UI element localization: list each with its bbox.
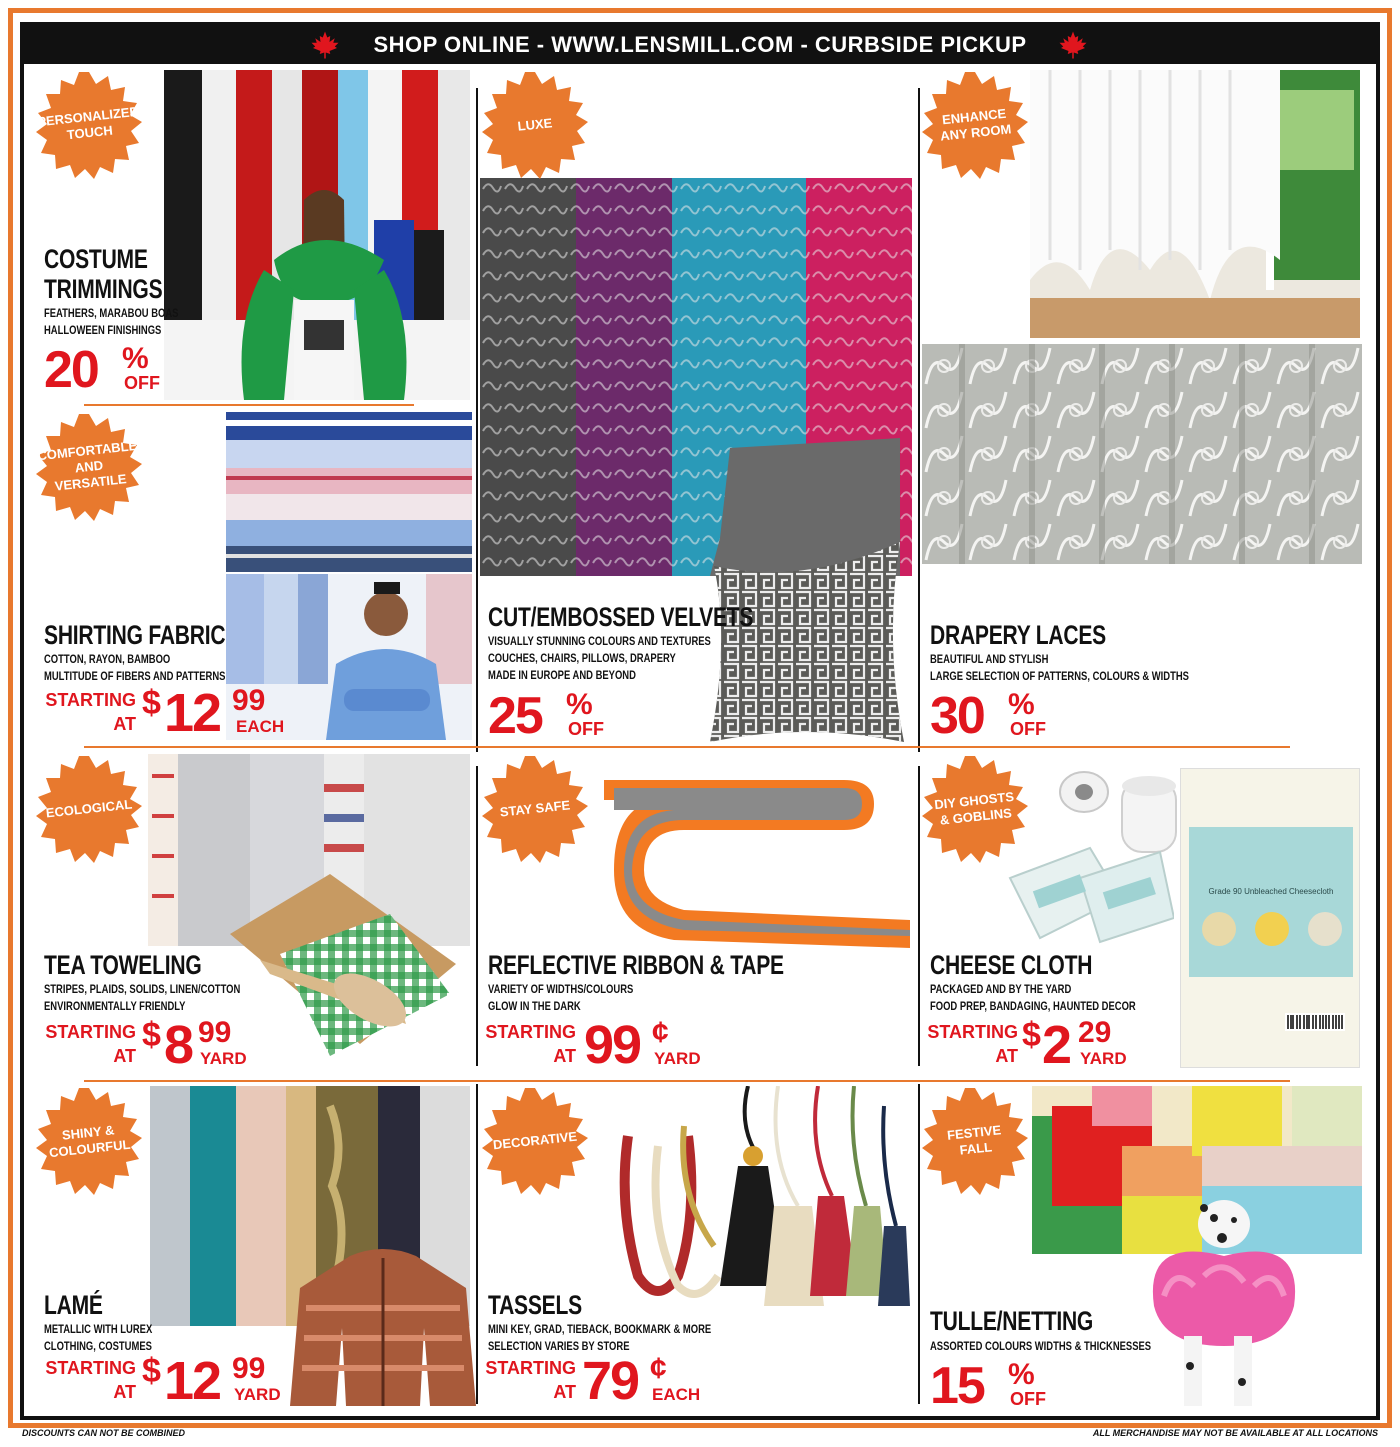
reflective-desc-2: GLOW IN THE DARK bbox=[488, 1001, 581, 1013]
cheese-title: CHEESE CLOTH bbox=[930, 950, 1093, 980]
starting-label: STARTING bbox=[45, 1358, 136, 1378]
tulle-title: TULLE/NETTING bbox=[930, 1306, 1094, 1336]
price-main: 12 bbox=[164, 683, 221, 743]
tassels-desc-1: MINI KEY, GRAD, TIEBACK, BOOKMARK & MORE bbox=[488, 1324, 712, 1336]
package-label: Grade 90 Unbleached Cheesecloth bbox=[1208, 887, 1334, 896]
badge-diy-ghosts-goblins: DIY GHOSTS & GOBLINS bbox=[920, 754, 1030, 864]
price-cents: ¢ bbox=[652, 1016, 669, 1049]
dalmatian-tulle-image bbox=[1134, 1196, 1304, 1410]
tea-towel-board-image bbox=[230, 874, 456, 1056]
price-unit: YARD bbox=[1080, 1049, 1127, 1068]
shirting-title: SHIRTING FABRIC bbox=[44, 620, 226, 650]
starting-label: STARTING bbox=[485, 1358, 576, 1378]
header-text[interactable]: SHOP ONLINE - WWW.LENSMILL.COM - CURBSIDE PICKUP bbox=[373, 32, 1027, 57]
velvet-pillow-image bbox=[704, 536, 910, 748]
maple-leaf-icon bbox=[1058, 30, 1088, 60]
at-label: AT bbox=[553, 1382, 576, 1402]
percent-sign: % bbox=[1008, 1358, 1035, 1391]
costume-title-line1: COSTUME bbox=[44, 244, 148, 274]
velvets-title: CUT/EMBOSSED VELVETS bbox=[488, 602, 754, 632]
column-divider bbox=[476, 1084, 478, 1404]
reflective-desc-1: VARIETY OF WIDTHS/COLOURS bbox=[488, 984, 634, 996]
shirting-rolls-image bbox=[226, 412, 472, 572]
badge-decorative: DECORATIVE bbox=[480, 1086, 590, 1196]
badge-enhance-any-room: ENHANCE ANY ROOM bbox=[920, 70, 1030, 180]
percent-sign: % bbox=[566, 688, 593, 721]
laces-desc-2: LARGE SELECTION OF PATTERNS, COLOURS & WIDTHS bbox=[930, 671, 1189, 683]
starting-label: STARTING bbox=[927, 1022, 1018, 1042]
badge-comfortable-versatile: COMFORTABLE AND VERSATILE bbox=[34, 412, 144, 522]
starting-label: STARTING bbox=[45, 690, 136, 710]
badge-shiny-colourful: SHINY & COLOURFUL bbox=[34, 1086, 144, 1196]
at-label: AT bbox=[553, 1046, 576, 1066]
costume-title-line2: TRIMMINGS bbox=[44, 274, 163, 304]
badge-festive-fall: FESTIVE FALL bbox=[920, 1086, 1030, 1196]
laces-desc-1: BEAUTIFUL AND STYLISH bbox=[930, 654, 1049, 666]
costume-desc-1: FEATHERS, MARABOU BOAS bbox=[44, 308, 179, 320]
lame-desc-1: METALLIC WITH LUREX bbox=[44, 1324, 153, 1336]
tassels-title: TASSELS bbox=[488, 1290, 582, 1320]
at-label: AT bbox=[113, 714, 136, 734]
price-cents: 99 bbox=[232, 684, 266, 717]
price-unit: EACH bbox=[652, 1385, 701, 1404]
off-label: OFF bbox=[1010, 719, 1046, 739]
off-label: OFF bbox=[568, 719, 604, 739]
column-divider bbox=[476, 88, 478, 752]
price-unit: YARD bbox=[654, 1049, 701, 1068]
price-cents: ¢ bbox=[650, 1352, 667, 1385]
starting-label: STARTING bbox=[485, 1022, 576, 1042]
price-cents: 99 bbox=[198, 1016, 232, 1049]
costume-desc-2: HALLOWEEN FINISHINGS bbox=[44, 325, 162, 337]
laces-title: DRAPERY LACES bbox=[930, 620, 1106, 650]
badge-personalized-touch: PERSONALIZED TOUCH bbox=[34, 70, 144, 180]
laces-discount bbox=[930, 687, 1046, 745]
tea-title: TEA TOWELING bbox=[44, 950, 202, 980]
costume-discount bbox=[44, 341, 160, 399]
reflective-tape-image bbox=[594, 770, 910, 948]
cheesecloth-package-image bbox=[1180, 768, 1360, 1068]
dollar-sign: $ bbox=[142, 1352, 161, 1390]
percent-sign: % bbox=[1008, 688, 1035, 721]
percent-sign: % bbox=[122, 342, 149, 375]
price-cents: 99 bbox=[232, 1352, 266, 1385]
footer-disclaimer-left: DISCOUNTS CAN NOT BE COMBINED bbox=[22, 1428, 186, 1438]
dollar-sign: $ bbox=[142, 1016, 161, 1054]
lace-window-image bbox=[1030, 70, 1360, 338]
velvets-desc-2: COUCHES, CHAIRS, PILLOWS, DRAPERY bbox=[488, 653, 676, 665]
price-cents: 29 bbox=[1078, 1016, 1112, 1049]
tassels-desc-2: SELECTION VARIES BY STORE bbox=[488, 1341, 630, 1353]
column-divider bbox=[918, 88, 920, 752]
shirting-desc-1: COTTON, RAYON, BAMBOO bbox=[44, 654, 171, 666]
row-divider bbox=[84, 1080, 1290, 1082]
velvets-discount bbox=[488, 687, 604, 745]
badge-luxe: LUXE bbox=[480, 70, 590, 180]
cheese-desc-1: PACKAGED AND BY THE YARD bbox=[930, 984, 1072, 996]
shirting-desc-2: MULTITUDE OF FIBERS AND PATTERNS bbox=[44, 671, 226, 683]
maple-leaf-icon bbox=[310, 30, 340, 60]
flyer-panel bbox=[20, 22, 1380, 1420]
dollar-sign: $ bbox=[142, 684, 161, 722]
row-divider bbox=[84, 404, 414, 406]
at-label: AT bbox=[995, 1046, 1018, 1066]
metallic-jacket-image bbox=[290, 1248, 476, 1406]
feather-boas-image bbox=[164, 70, 470, 400]
velvets-desc-3: MADE IN EUROPE AND BEYOND bbox=[488, 670, 636, 682]
cheese-desc-2: FOOD PREP, BANDAGING, HAUNTED DECOR bbox=[930, 1001, 1136, 1013]
price-unit: EACH bbox=[236, 717, 285, 736]
discount-number: 25 bbox=[488, 687, 542, 745]
price-main: 2 bbox=[1042, 1015, 1071, 1075]
tea-desc-2: ENVIRONMENTALLY FRIENDLY bbox=[44, 1001, 186, 1013]
badge-stay-safe: STAY SAFE bbox=[480, 754, 590, 864]
tulle-discount bbox=[930, 1357, 1046, 1415]
velvets-image bbox=[480, 178, 912, 576]
tulle-desc-1: ASSORTED COLOURS WIDTHS & THICKNESSES bbox=[930, 1341, 1152, 1353]
price-main: 99 bbox=[584, 1015, 641, 1075]
price-main: 79 bbox=[582, 1351, 639, 1411]
badge-ecological: ECOLOGICAL bbox=[34, 754, 144, 864]
column-divider bbox=[476, 766, 478, 1066]
off-label: OFF bbox=[124, 373, 160, 393]
drapery-lace-image bbox=[922, 344, 1362, 564]
starting-label: STARTING bbox=[45, 1022, 136, 1042]
price-main: 8 bbox=[164, 1015, 193, 1075]
discount-number: 15 bbox=[930, 1357, 984, 1415]
at-label: AT bbox=[113, 1382, 136, 1402]
header-bar bbox=[24, 26, 1376, 64]
discount-number: 30 bbox=[930, 687, 984, 745]
row-divider bbox=[84, 746, 1290, 748]
tea-desc-1: STRIPES, PLAIDS, SOLIDS, LINEN/COTTON bbox=[44, 984, 241, 996]
price-unit: YARD bbox=[234, 1385, 281, 1404]
lame-title: LAMÉ bbox=[44, 1290, 103, 1320]
discount-number: 20 bbox=[44, 341, 98, 399]
price-unit: YARD bbox=[200, 1049, 247, 1068]
reflective-title: REFLECTIVE RIBBON & TAPE bbox=[488, 950, 784, 980]
at-label: AT bbox=[113, 1046, 136, 1066]
tassels-image bbox=[618, 1086, 910, 1326]
off-label: OFF bbox=[1010, 1389, 1046, 1409]
barcode-icon bbox=[1285, 1013, 1345, 1031]
price-main: 12 bbox=[164, 1351, 221, 1411]
footer-disclaimer-right: ALL MERCHANDISE MAY NOT BE AVAILABLE AT ALL LOCATIONS bbox=[1092, 1428, 1378, 1438]
velvets-desc-1: VISUALLY STUNNING COLOURS AND TEXTURES bbox=[488, 636, 711, 648]
dollar-sign: $ bbox=[1022, 1016, 1041, 1054]
lame-desc-2: CLOTHING, COSTUMES bbox=[44, 1341, 152, 1353]
package-label-panel bbox=[1189, 827, 1353, 977]
cheese-icons bbox=[1197, 909, 1347, 949]
